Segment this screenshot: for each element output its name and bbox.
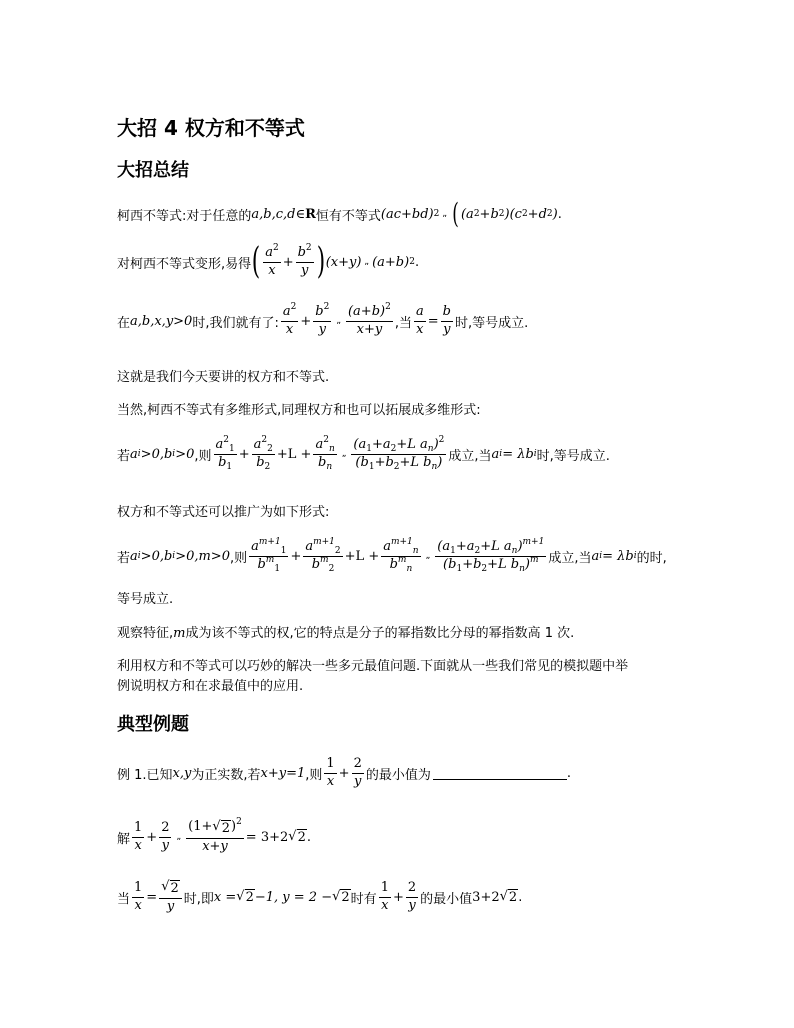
frac-sol-1-x: $\frac{1}{x}$ <box>134 819 143 853</box>
positive-line: 在 a,b,x,y>0 时,我们就有了: $\frac{a^2}{x}$ + $\frac{b^2}{y}$ „ $\frac{(a+b)^2}{x+y}$ ,当 $\frac{a}{x}$ = $\frac{b}{y}$ 时,等号成立. <box>117 302 529 337</box>
frac-gn: $\frac{a^{m+1}_n}{b^m_n}$ <box>383 537 419 574</box>
frac-1-x: $\frac{1}{x}$ <box>326 756 335 789</box>
multi-line: 若 a i >0,b i >0 ,则 $\frac{a^2_1}{b_1}$ + $\frac{a^2_2}{b_2}$ +L + $\frac{a^2_n}{b_n}$ „ $\frac{(a_1+a_2+L a_n)^2}{(b_1+b_2+L b_n)}$ 成立,当 a i = λb i 时,等号成立. <box>117 435 610 472</box>
cauchy-rhs5: ) <box>552 206 558 222</box>
example1-line: 例 1.已知 x,y 为正实数,若 x+y=1 ,则 $\frac{1}{x}$ + $\frac{2}{y}$ 的最小值为 . <box>117 756 571 789</box>
positive-cond: a,b,x,y>0 <box>130 313 193 329</box>
frac-b2-y-2: $\frac{b^2}{y}$ <box>315 302 330 337</box>
paren-open: ( <box>452 197 459 230</box>
multi-prefix: 若 <box>117 448 131 464</box>
transform-prefix: 对柯西不等式变形,易得 <box>117 256 252 272</box>
general-line: 若 a i >0,b i >0,m>0 ,则 $\frac{a^{m+1}_1}{b^m_1}$ + $\frac{a^{m+1}_2}{b^m_2}$ +L + $\frac{a^{m+1}_n}{b^m_n}$ „ $\frac{(a_1+a_2+L a_n)^{m+1}}{(b_1+b_2+L b_n)^m}$ 成立,当 a i = λb i 的时, <box>117 537 667 574</box>
cauchy-rhs1: (a <box>460 206 474 222</box>
big-paren-open: ( <box>251 241 261 282</box>
frac-multi-sum: $\frac{(a_1+a_2+L a_n)^2}{(b_1+b_2+L b_n)}$ <box>353 435 445 472</box>
cauchy-vars: a,b,c,d <box>251 206 296 222</box>
transform-rhs: (a+b) <box>372 254 410 270</box>
transform-geq: „ <box>364 257 370 267</box>
text-generalize: 权方和不等式还可以推广为如下形式: <box>117 505 330 520</box>
transform-end: . <box>414 254 420 270</box>
frac-a-x: $\frac{a}{x}$ <box>415 304 424 337</box>
answer-blank[interactable] <box>433 767 567 780</box>
cauchy-rhs4: +d <box>527 206 547 222</box>
section-heading-summary: 大招总结 <box>117 160 189 181</box>
cauchy-end: . <box>557 206 562 222</box>
cauchy-in: ∈ <box>295 206 306 222</box>
cauchy-geq: „ <box>442 209 448 219</box>
frac-c-1-x: $\frac{1}{x}$ <box>134 879 143 913</box>
cauchy-lhs: (ac+bd) <box>380 206 434 222</box>
frac-a2: $\frac{a^2_2}{b_2}$ <box>253 435 273 472</box>
conclusion-line: 当 $\frac{1}{x}$ = √ 2 y 时,即 x = √ 2 −1, y = 2 − √ 2 时有 $\frac{1}{x}$ + $\frac{2}{y}$ 的最小值 3+2 √ 2 . <box>117 879 523 914</box>
frac-b-y: $\frac{b}{y}$ <box>442 304 451 337</box>
multi-then: ,则 <box>194 448 212 464</box>
text-use: 利用权方和不等式可以巧妙的解决一些多元最值问题.下面就从一些我们常见的模拟题中举例说明权方和在求最值中的应用. <box>117 659 629 694</box>
frac-sol-sum: (1+ √ 2 )$^2$ x+y <box>188 817 242 854</box>
positive-mid: 时,我们就有了: <box>192 315 279 331</box>
frac-c2-1-x: $\frac{1}{x}$ <box>380 879 389 913</box>
frac-g1: $\frac{a^{m+1}_1}{b^m_1}$ <box>251 537 287 574</box>
page-title: 大招 4 权方和不等式 <box>117 116 305 140</box>
frac-c-sqrt2-y: √ 2 y <box>159 880 182 915</box>
text-intro: 这就是我们今天要讲的权方和不等式. <box>117 370 330 385</box>
general-line2: 等号成立. <box>117 592 174 607</box>
frac-a2-x: $\frac{a^2}{x}$ <box>265 242 279 278</box>
positive-geq: „ <box>336 316 341 327</box>
big-paren-close: ) <box>316 241 325 282</box>
text-observe: 观察特征,m成为该不等式的权,它的特点是分子的幂指数比分母的幂指数高 1 次. <box>117 626 575 641</box>
cauchy-rhs2: +b <box>479 206 499 222</box>
positive-suffix: 时,等号成立. <box>454 315 529 331</box>
cauchy-mid: 恒有不等式 <box>315 208 381 224</box>
cauchy-rhs3: )(c <box>504 206 522 222</box>
text-multi: 当然,柯西不等式有多维形式,同理权方和也可以拓展成多维形式: <box>117 403 481 418</box>
transform-mul: (x+y) <box>325 254 362 270</box>
frac-a2-x-2: $\frac{a^2}{x}$ <box>282 302 297 337</box>
frac-general-sum: $\frac{(a_1+a_2+L a_n)^{m+1}}{(b_1+b_2+L b_n)^m}$ <box>437 537 545 574</box>
cauchy-R: R <box>305 206 316 222</box>
transform-line: 对柯西不等式变形,易得 ( $\frac{a^2}{x}$ + $\frac{b^2}{y}$ ) (x+y) „ (a+b) 2 . <box>117 241 420 282</box>
cauchy-line: 柯西不等式:对于任意的 a,b,c,d ∈ R 恒有不等式 (ac+bd) 2 „ ( (a 2 +b 2 )(c 2 +d 2 ) . <box>117 197 562 230</box>
positive-prefix: 在 <box>117 315 131 331</box>
frac-a1: $\frac{a^2_1}{b_1}$ <box>215 435 235 472</box>
positive-when: ,当 <box>394 315 412 331</box>
positive-eq: = <box>427 313 439 329</box>
frac-g2: $\frac{a^{m+1}_2}{b^m_2}$ <box>305 537 341 574</box>
section-heading-examples: 典型例题 <box>117 714 189 735</box>
cauchy-prefix: 柯西不等式:对于任意的 <box>117 208 252 224</box>
frac-an: $\frac{a^2_n}{b_n}$ <box>315 435 335 472</box>
frac-sum-2: $\frac{(a+b)^2}{x+y}$ <box>347 302 391 337</box>
frac-sol-2-y: $\frac{2}{y}$ <box>161 819 170 853</box>
solution-line: 解 $\frac{1}{x}$ + $\frac{2}{y}$ „ (1+ √ 2 )$^2$ x+y = 3+2 √ 2 . <box>117 817 311 854</box>
frac-b2-y: $\frac{b^2}{y}$ <box>297 242 312 278</box>
frac-c2-2-y: $\frac{2}{y}$ <box>407 879 417 913</box>
frac-2-y: $\frac{2}{y}$ <box>353 756 362 789</box>
